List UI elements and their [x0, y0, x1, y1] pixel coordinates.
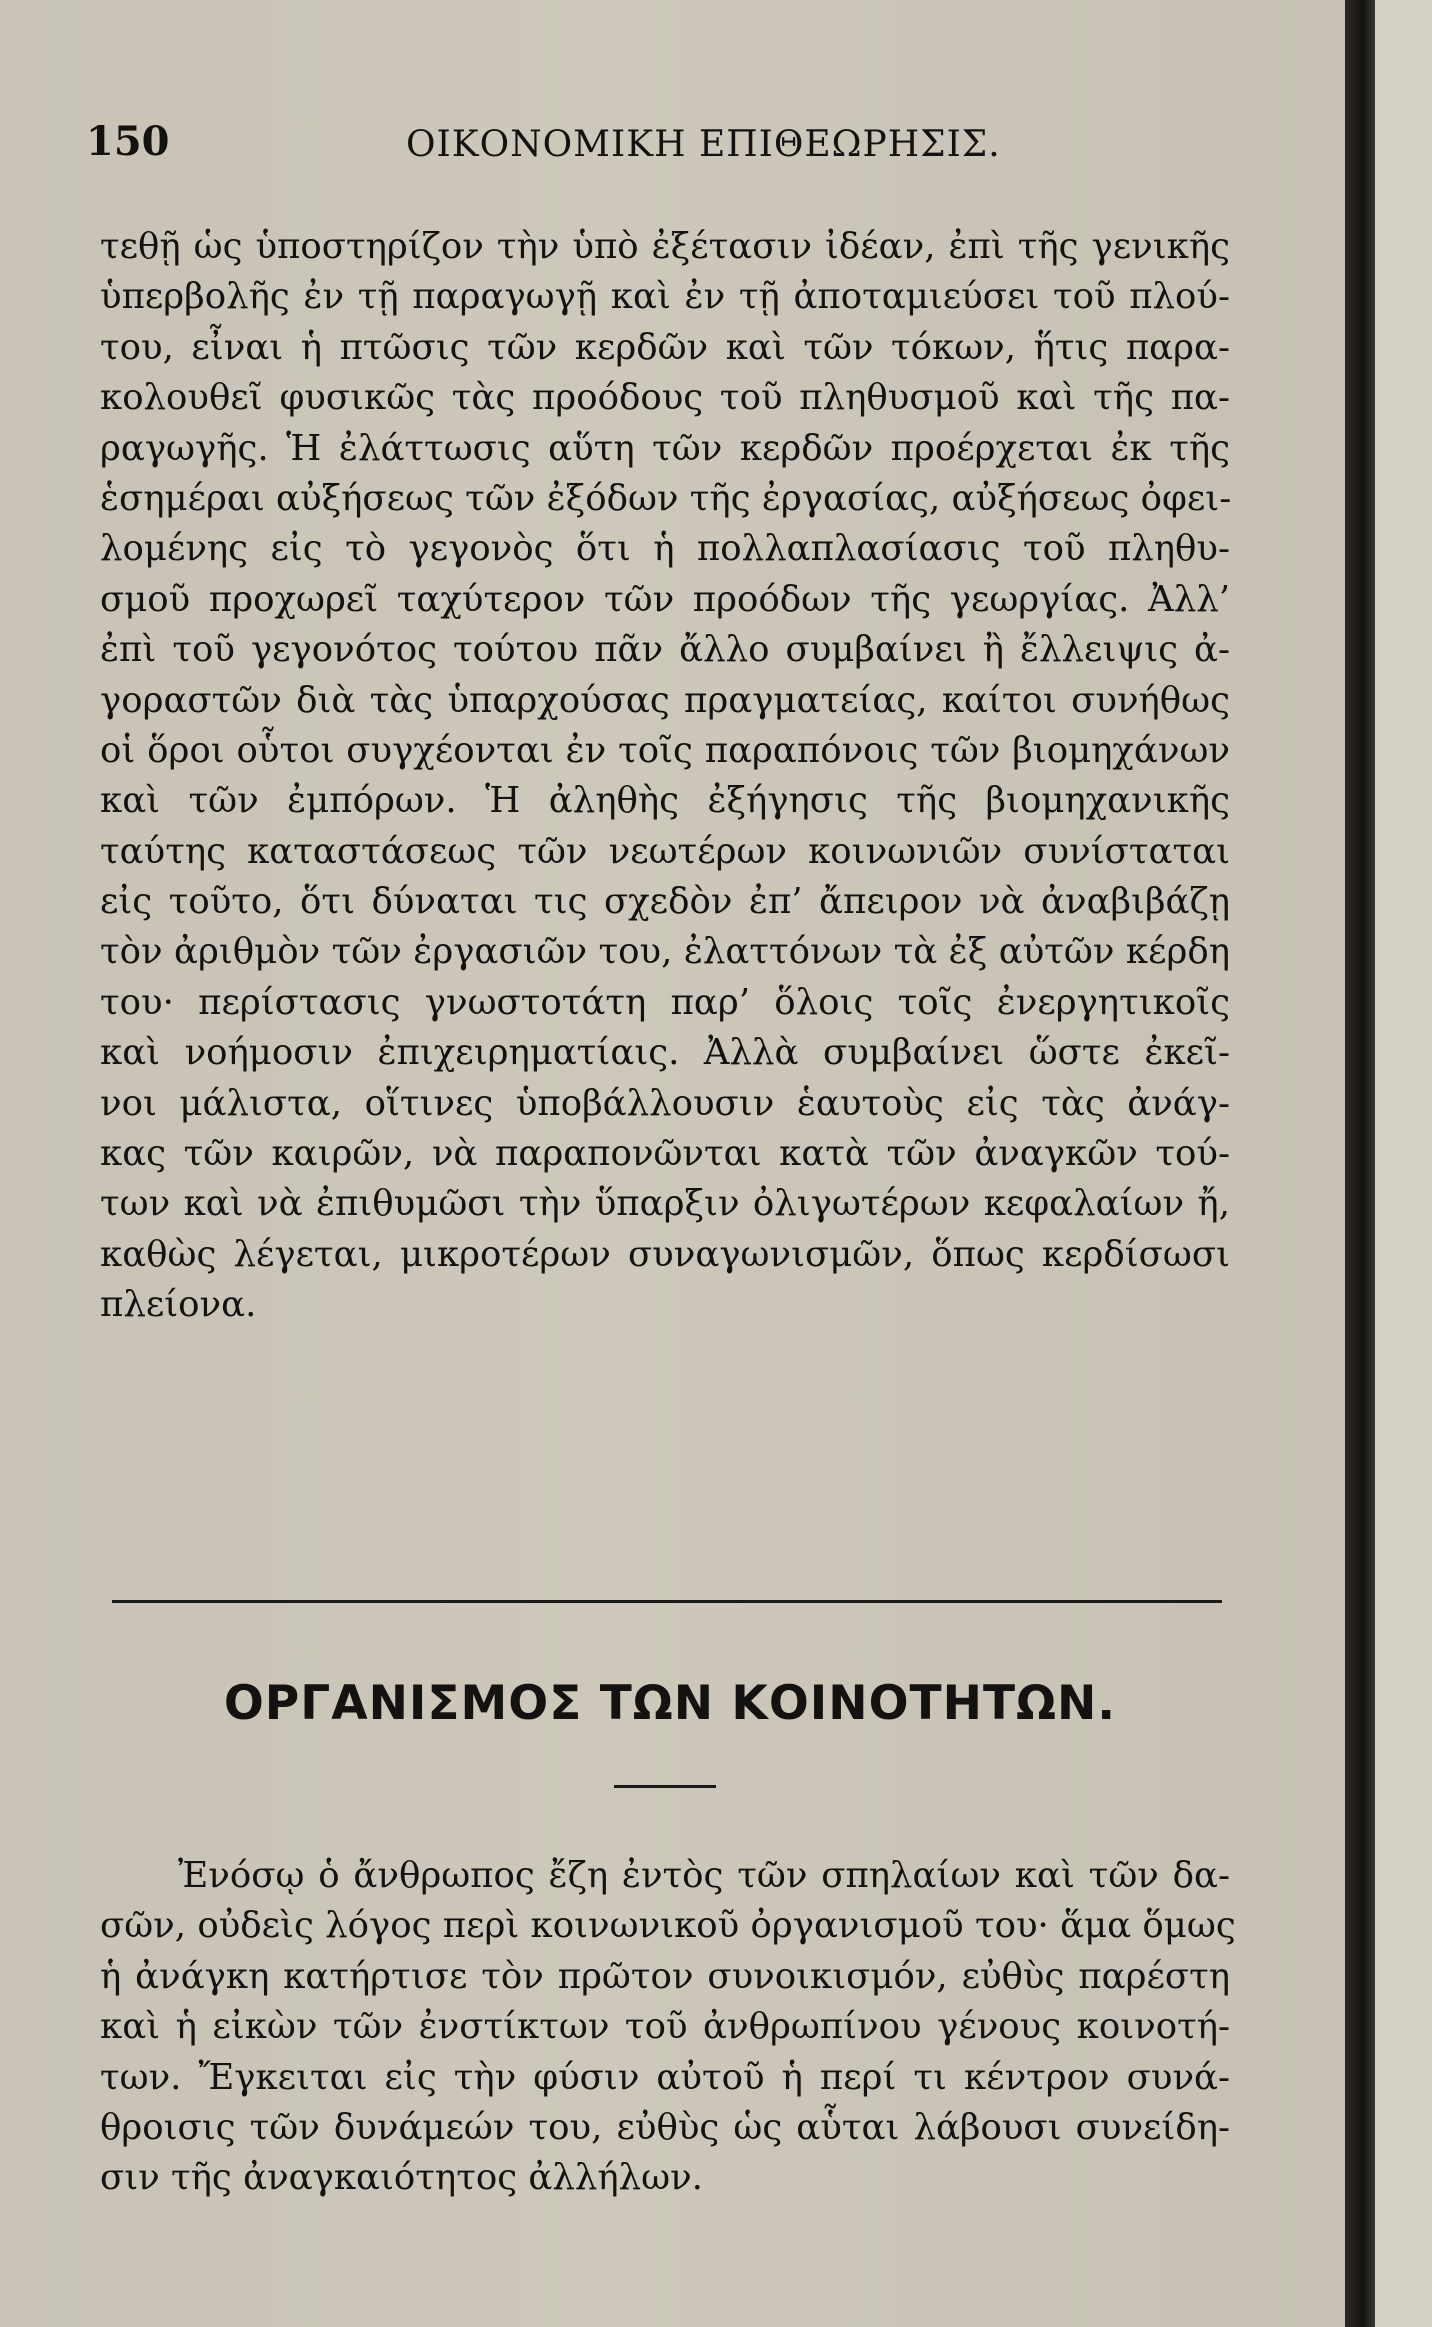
text-line: ἡ ἀνάγκη κατήρτισε τὸν πρῶτον συνοικισμόν, εὐθὺς παρέστη	[100, 1955, 1230, 1997]
text-line: του, εἶναι ἡ πτῶσις τῶν κερδῶν καὶ τῶν τόκων, ἥτις παρα-	[100, 326, 1230, 368]
book-spine-margin	[1375, 0, 1432, 2327]
text-line: εἰς τοῦτο, ὅτι δύναται τις σχεδὸν ἐπ’ ἄπειρον νὰ ἀναβιβάζῃ	[100, 881, 1230, 923]
text-line: Ἐνόσῳ ὁ ἄνθρωπος ἔζη ἐντὸς τῶν σπηλαίων καὶ τῶν δα-	[178, 1855, 1230, 1896]
text-line: γοραστῶν διὰ τὰς ὑπαρχούσας πραγματείας, καίτοι συνήθως	[100, 679, 1230, 721]
text-line: σιν τῆς ἀναγκαιότητος ἀλλήλων.	[100, 2157, 703, 2199]
text-line: ραγωγῆς. Ἡ ἐλάττωσις αὕτη τῶν κερδῶν προέρχεται ἐκ τῆς	[100, 427, 1230, 469]
text-line: κας τῶν καιρῶν, νὰ παραπονῶνται κατὰ τῶν ἀναγκῶν τού-	[100, 1133, 1230, 1175]
text-line: ὑπερβολῆς ἐν τῇ παραγωγῇ καὶ ἐν τῇ ἀποταμιεύσει τοῦ πλού-	[100, 276, 1230, 318]
text-line: τεθῇ ὡς ὑποστηρίζον τὴν ὑπὸ ἐξέτασιν ἰδέαν, ἐπὶ τῆς γενικῆς	[100, 226, 1230, 267]
text-line: των. Ἔγκειται εἰς τὴν φύσιν αὐτοῦ ἡ περί τι κέντρον συνά-	[100, 2056, 1230, 2098]
text-line: θροισις τῶν δυνάμεών του, εὐθὺς ὡς αὗται λάβουσι συνείδη-	[100, 2106, 1230, 2148]
text-line: καθὼς λέγεται, μικροτέρων συναγωνισμῶν, ὅπως κερδίσωσι	[100, 1233, 1230, 1275]
section-divider	[112, 1600, 1222, 1603]
page-edge-shadow	[1345, 0, 1375, 2327]
text-line: πλείονα.	[100, 1284, 257, 1326]
text-line: καὶ νοήμοσιν ἐπιχειρηματίαις. Ἀλλὰ συμβαίνει ὥστε ἐκεῖ-	[100, 1032, 1230, 1074]
text-line: ταύτης καταστάσεως τῶν νεωτέρων κοινωνιῶν συνίσταται	[100, 830, 1230, 872]
text-line: των καὶ νὰ ἐπιθυμῶσι τὴν ὕπαρξιν ὀλιγωτέρων κεφαλαίων ἤ,	[100, 1183, 1230, 1225]
text-line: καὶ ἡ εἰκὼν τῶν ἐνστίκτων τοῦ ἀνθρωπίνου γένους κοινοτή-	[100, 2006, 1230, 2048]
paragraph-economics	[100, 222, 1230, 1331]
title-underline	[614, 1785, 716, 1788]
section-title: ΟΡΓΑΝΙΣΜΟΣ ΤΩΝ ΚΟΙΝΟΤΗΤΩΝ.	[223, 1676, 1117, 1731]
text-line: του· περίστασις γνωστοτάτη παρ’ ὅλοις τοῖς ἐνεργητικοῖς	[100, 981, 1230, 1023]
page-number: 150	[86, 118, 170, 165]
text-line: τὸν ἀριθμὸν τῶν ἐργασιῶν του, ἐλαττόνων τὰ ἐξ αὐτῶν κέρδη	[100, 931, 1230, 973]
text-line: ἐπὶ τοῦ γεγονότος τούτου πᾶν ἄλλο συμβαίνει ἢ ἔλλειψις ἀ-	[100, 629, 1230, 671]
page-header	[86, 118, 1236, 178]
text-line: κολουθεῖ φυσικῶς τὰς προόδους τοῦ πληθυσμοῦ καὶ τῆς πα-	[100, 377, 1230, 419]
text-line: ἑσημέραι αὐξήσεως τῶν ἐξόδων τῆς ἐργασίας, αὐξήσεως ὀφει-	[100, 477, 1232, 519]
text-line: οἱ ὅροι οὗτοι συγχέονται ἐν τοῖς παραπόνοις τῶν βιομηχάνων	[100, 729, 1230, 771]
text-line: νοι μάλιστα, οἵτινες ὑποβάλλουσιν ἑαυτοὺς εἰς τὰς ἀνάγ-	[100, 1082, 1230, 1124]
text-line: καὶ τῶν ἐμπόρων. Ἡ ἀληθὴς ἐξήγησις τῆς βιομηχανικῆς	[100, 780, 1230, 822]
running-title: ΟΙΚΟΝΟΜΙΚΗ ΕΠΙΘΕΩΡΗΣΙΣ.	[406, 124, 1001, 165]
paragraph-communities	[100, 1851, 1236, 2204]
text-line: σῶν, οὐδεὶς λόγος περὶ κοινωνικοῦ ὀργανισμοῦ του· ἅμα ὅμως	[100, 1905, 1236, 1947]
text-line: σμοῦ προχωρεῖ ταχύτερον τῶν προόδων τῆς γεωργίας. Ἀλλ’	[100, 578, 1230, 620]
text-line: λομένης εἰς τὸ γεγονὸς ὅτι ἡ πολλαπλασίασις τοῦ πληθυ-	[100, 528, 1230, 570]
